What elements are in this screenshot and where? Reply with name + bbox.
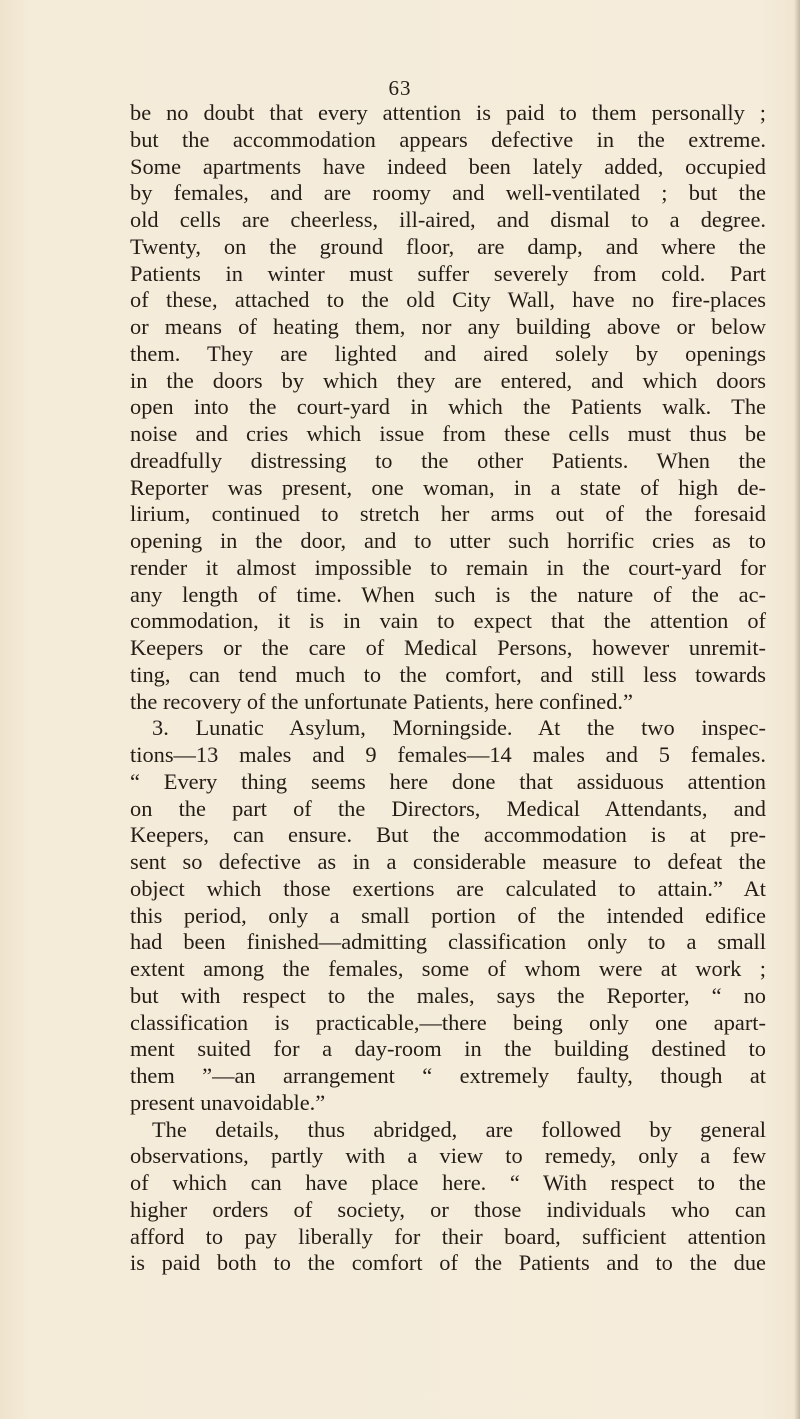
text-line: by females, and are roomy and well-ventilated ; but the [130,180,766,206]
text-line: on the part of the Directors, Medical Attendants, and [130,795,766,821]
text-line: Some apartments have indeed been lately added, occupied [130,153,766,179]
text-line: ment suited for a day-room in the building destined to [130,1036,766,1062]
text-line: lirium, continued to stretch her arms out of the foresaid [130,501,766,527]
text-line: Twenty, on the ground floor, are damp, and where the [130,233,766,259]
text-line: present unavoidable.” [130,1089,326,1115]
text-line: tions—13 males and 9 females—14 males and 5 females. [130,742,766,767]
text-line: this period, only a small portion of the intended edifice [130,902,766,928]
text-line: object which those exertions are calculated to attain.” At [130,875,766,901]
text-line: any length of time. When such is the nature of the ac- [130,581,766,607]
text-line: Keepers, can ensure. But the accommodation is at pre- [130,822,766,848]
text-line: be no doubt that every attention is paid to them personally ; [130,100,766,125]
text-line: the recovery of the unfortunate Patients, here confined.” [130,688,633,714]
text-line: Patients in winter must suffer severely from cold. Part [130,260,766,286]
text-line: them ”—an arrangement “ extremely faulty, though at [130,1063,766,1088]
text-line: or means of heating them, nor any building above or below [130,314,766,339]
text-line: Reporter was present, one woman, in a state of high de- [130,474,766,500]
body-text [130,100,766,1277]
page-number: 63 [388,76,412,100]
text-line: observations, partly with a view to remedy, only a few [130,1143,766,1169]
text-line: afford to pay liberally for their board, sufficient attention [130,1223,766,1249]
text-line: is paid both to the comfort of the Patients and to the due [130,1250,766,1276]
text-line: classification is practicable,—there being only one apart- [130,1009,766,1035]
text-line: extent among the females, some of whom were at work ; [130,956,766,981]
text-line: open into the court-yard in which the Patients walk. The [130,394,766,420]
text-line: of which can have place here. “ With respect to the [130,1170,766,1195]
text-line: higher orders of society, or those individuals who can [130,1196,766,1222]
text-line: commodation, it is in vain to expect that the attention of [130,608,766,634]
text-line: Keepers or the care of Medical Persons, however unremit- [130,635,766,660]
page-edge-shadow [794,0,800,1419]
text-line: of these, attached to the old City Wall, have no fire-places [130,287,766,313]
text-line: opening in the door, and to utter such horrific cries as to [130,528,766,553]
text-line: in the doors by which they are entered, and which doors [130,367,766,393]
text-line: but the accommodation appears defective in the extreme. [130,126,766,152]
text-line: had been finished—admitting classification only to a small [130,929,766,955]
text-line: them. They are lighted and aired solely by openings [130,340,766,366]
text-line: render it almost impossible to remain in the court-yard for [130,554,766,580]
text-line: ting, can tend much to the comfort, and still less towards [130,661,766,687]
text-line: 3. Lunatic Asylum, Morningside. At the two inspec- [152,715,766,741]
text-line: noise and cries which issue from these cells must thus be [130,421,766,446]
text-line: “ Every thing seems here done that assiduous attention [130,768,766,794]
text-line: The details, thus abridged, are followed by general [152,1116,766,1142]
text-line: sent so defective as in a considerable measure to defeat the [130,849,766,874]
text-line: old cells are cheerless, ill-aired, and dismal to a degree. [130,207,766,232]
text-line: but with respect to the males, says the Reporter, “ no [130,982,766,1008]
text-line: dreadfully distressing to the other Patients. When the [130,447,766,473]
